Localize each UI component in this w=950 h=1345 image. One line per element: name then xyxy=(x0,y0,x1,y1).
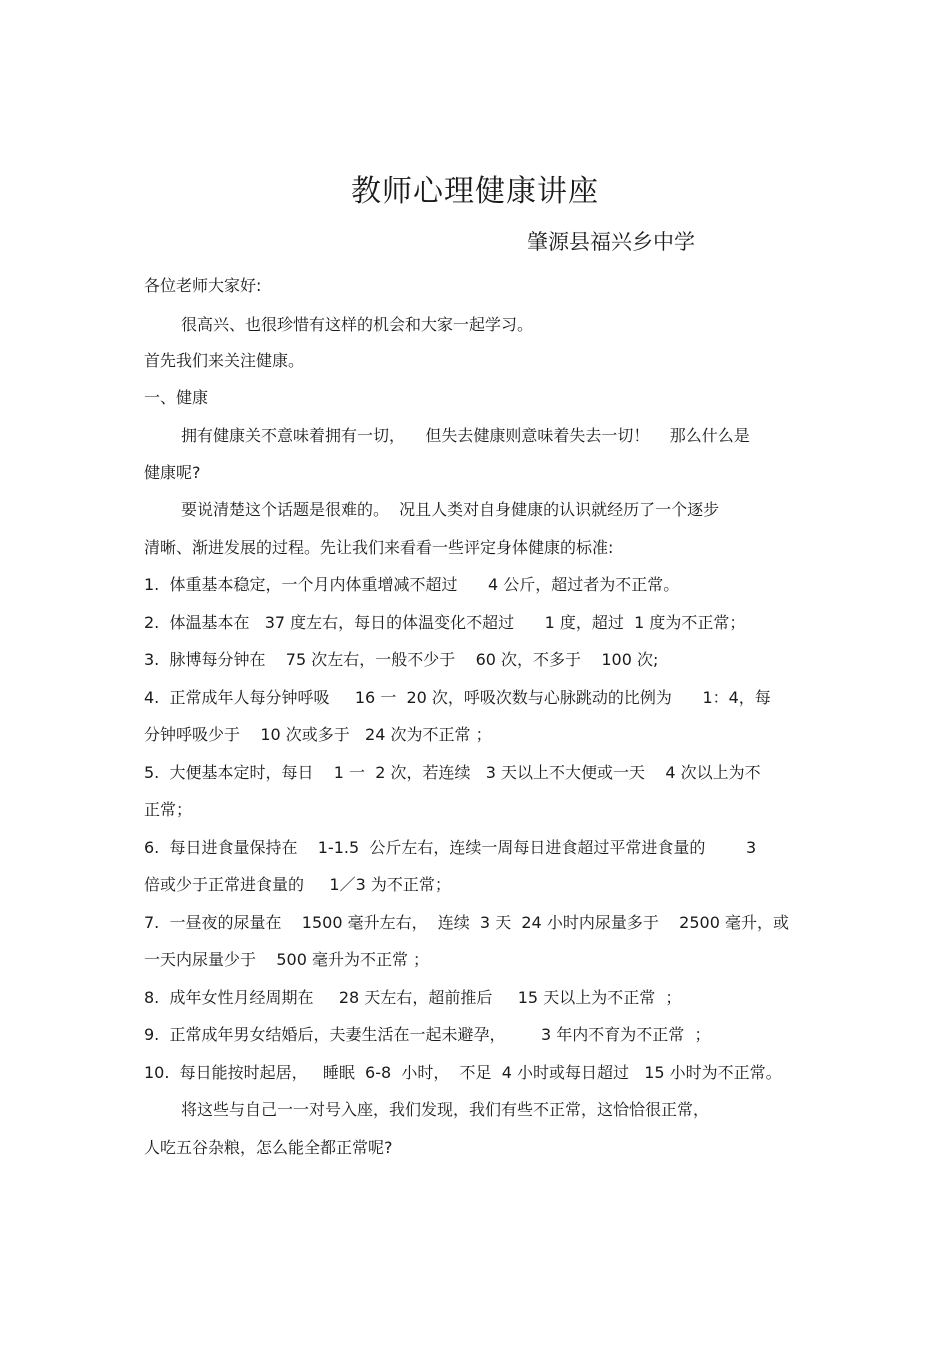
list-item-continuation: 分钟呼吸少于 10 次或多于 24 次为不正常 ； xyxy=(144,725,492,744)
list-item-continuation: 倍或少于正常进食量的 1／3 为不正常； xyxy=(144,875,451,894)
list-item: 10. 每日能按时起居， 睡眠 6-8 小时， 不足 4 小时或每日超过 15 小时为不正常。 xyxy=(144,1063,782,1082)
school-name: 肇源县福兴乡中学 xyxy=(527,230,695,254)
paragraph-line: 很高兴、也很珍惜有这样的机会和大家一起学习。 xyxy=(181,315,534,334)
paragraph-line: 要说清楚这个话题是很难的。 况且人类对自身健康的认识就经历了一个逐步 xyxy=(181,500,720,519)
list-item: 1. 体重基本稳定，一个月内体重增减不超过 4 公斤，超过者为不正常。 xyxy=(144,575,680,594)
paragraph-line: 健康呢? xyxy=(144,463,201,482)
list-item: 9. 正常成年男女结婚后，夫妻生活在一起未避孕， 3 年内不育为不正常 ； xyxy=(144,1025,711,1044)
list-item-continuation: 正常； xyxy=(144,800,193,819)
list-item-continuation: 一天内尿量少于 500 毫升为不正常 ； xyxy=(144,950,430,969)
list-item: 6. 每日进食量保持在 1-1.5 公斤左右，连续一周每日进食超过平常进食量的 3 xyxy=(144,838,757,857)
list-item: 3. 脉博每分钟在 75 次左右，一般不少于 60 次，不多于 100 次; xyxy=(144,650,659,669)
paragraph-line: 将这些与自己一一对号入座，我们发现，我们有些不正常，这恰恰很正常， xyxy=(181,1100,710,1119)
document-title: 教师心理健康讲座 xyxy=(351,174,599,209)
list-item: 8. 成年女性月经周期在 28 天左右，超前推后 15 天以上为不正常 ； xyxy=(144,988,682,1007)
paragraph-line: 拥有健康关不意味着拥有一切， 但失去健康则意味着失去一切！ 那么什么是 xyxy=(181,426,750,445)
section-heading: 一、健康 xyxy=(144,388,209,407)
paragraph-line: 人吃五谷杂粮，怎么能全都正常呢? xyxy=(144,1138,393,1157)
list-item: 2. 体温基本在 37 度左右，每日的体温变化不超过 1 度，超过 1 度为不正常； xyxy=(144,613,746,632)
paragraph-line: 清晰、渐进发展的过程。先让我们来看看一些评定身体健康的标准: xyxy=(144,538,614,557)
paragraph-line: 首先我们来关注健康。 xyxy=(144,351,305,370)
greeting-line: 各位老师大家好: xyxy=(144,276,262,295)
list-item: 5. 大便基本定时，每日 1 一 2 次，若连续 3 天以上不大便或一天 4 次以上为不 xyxy=(144,763,761,782)
list-item: 4. 正常成年人每分钟呼吸 16 一 20 次，呼吸次数与心脉跳动的比例为 1：4，每 xyxy=(144,688,771,707)
list-item: 7. 一昼夜的尿量在 1500 毫升左右， 连续 3 天 24 小时内尿量多于 2500 毫升，或 xyxy=(144,913,789,932)
